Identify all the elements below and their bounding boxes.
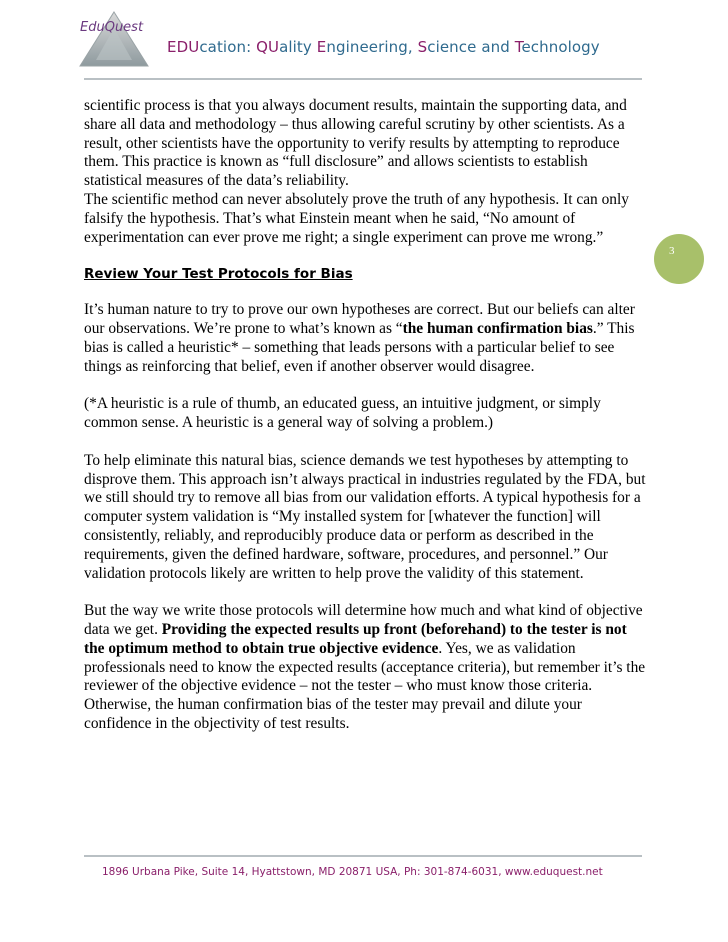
paragraph: To help eliminate this natural bias, science demands we test hypotheses by attempting to disprove them. This approach isn’t always practical in industries regulated by the FDA, but we still should try to remove all bias from our validation efforts. A typical hypothesis for a computer system validation is “My installed system for [whatever the function] will consistently, reliably, and reproducibly produce data or perform as described in the requirements, given the defined hardware, software, procedures, and personnel.” Our validation protocols likely are written to help prove the validity of this statement. (84, 451, 646, 582)
paragraph: (*A heuristic is a rule of thumb, an educated guess, an intuitive judgment, or simply common sense. A heuristic is a general way of solving a problem.) (84, 395, 601, 432)
eduquest-logo (78, 10, 150, 68)
paragraph: The scientific method can never absolutely prove the truth of any hypothesis. It can only falsify the hypothesis. That’s what Einstein meant when he said, “No amount of experimentation can ever prove me right; a single experiment can prove me wrong.” (84, 190, 629, 246)
paragraph: scientific process is that you always document results, maintain the supporting data, and share all data and methodology – thus allowing careful scrutiny by other scientists. As a result, other scientists have the opportunity to verify results by attempting to reproduce them. This practice is known as “full disclosure” and allows scientists to establish statistical measures of the data’s reliability. (84, 97, 627, 190)
bold-phrase: Providing the expected results up front (beforehand) to the tester is not the optimum method to obtain true objective evidence (84, 620, 627, 657)
footer-divider (84, 855, 642, 857)
logo-text: EduQuest (80, 20, 144, 35)
section-heading: Review Your Test Protocols for Bias (84, 266, 353, 283)
paragraph: It’s human nature to try to prove our own hypotheses are correct. But our beliefs can alter our observations. We’re prone to what’s known as “the human confirmation bias.” This bias is called a heuristic* – something that leads persons with a particular belief to see things as reinforcing that belief, even if another observer would disagree. (84, 301, 635, 375)
document-body (84, 97, 649, 734)
paragraph: But the way we write those protocols will determine how much and what kind of objective data we get. Providing the expected results up front (beforehand) to the tester is not the optimum method to obtain true objective evidence. Yes, we as validation professionals need to know the expected results (acceptance criteria), but remember it’s the reviewer of the objective evidence – not the tester – who must know those criteria. Otherwise, the human confirmation bias of the tester may prevail and dilute your confidence in the objectivity of test results. (84, 602, 646, 732)
footer-address: 1896 Urbana Pike, Suite 14, Hyattstown, MD 20871 USA, Ph: 301-874-6031, www.eduquest.net (102, 866, 603, 878)
bold-phrase: the human confirmation bias (402, 320, 593, 338)
header-title: EDUcation: QUality Engineering, Science and Technology (167, 38, 600, 56)
page-number-badge (654, 234, 704, 284)
logo-triangle-icon (78, 10, 150, 68)
header-divider (84, 78, 642, 80)
page-number: 3 (669, 245, 675, 257)
